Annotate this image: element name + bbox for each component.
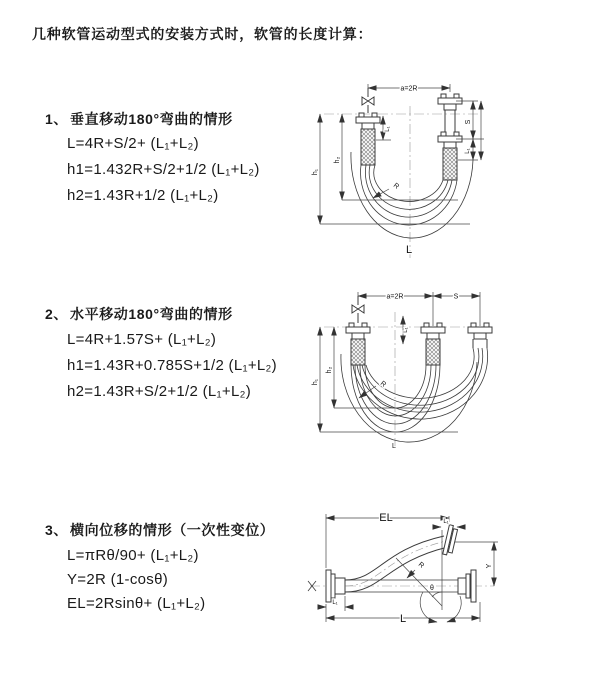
formula-3-3: EL=2Rsinθ+ (L₁+L₂) — [67, 595, 206, 612]
label-a2r: a=2R — [400, 85, 418, 93]
formula-1-2: h1=1.432R+S/2+1/2 (L₁+L₂) — [67, 161, 260, 178]
label-l: L — [405, 244, 413, 256]
label-h1: h₁ — [312, 168, 319, 176]
flange — [471, 570, 476, 602]
diagram-3-svg — [298, 500, 598, 660]
diagram-lateral-displacement — [298, 500, 598, 665]
braided-hose — [443, 148, 457, 180]
label-a2r: a=2R — [386, 293, 404, 301]
section-2-number: 2、 — [45, 306, 68, 322]
left-pipe-assembly — [346, 296, 370, 365]
dimensions — [320, 84, 484, 224]
flange — [326, 570, 331, 602]
label-l1: L₁ — [403, 327, 409, 333]
middle-pipe-assembly — [421, 323, 445, 365]
label-h2: h₂ — [334, 156, 341, 164]
label-r: R — [416, 561, 426, 570]
label-el: EL — [379, 512, 393, 524]
section-3-title: 横向位移的情形（一次性变位） — [70, 522, 275, 538]
braided-hose — [361, 129, 375, 165]
flange — [468, 327, 492, 333]
label-s: S — [453, 293, 459, 301]
formula-2-3: h2=1.43R+S/2+1/2 (L₁+L₂) — [67, 383, 252, 400]
curved-hose — [345, 536, 448, 592]
label-r: R — [391, 182, 401, 191]
label-l1-left: L₁ — [385, 126, 391, 132]
label-l1-top: L₁ — [443, 519, 449, 525]
label-r: R — [378, 380, 388, 389]
label-s: S — [465, 119, 472, 125]
page-title: 几种软管运动型式的安装方式时，软管的长度计算： — [32, 26, 373, 42]
dimensions — [318, 514, 498, 622]
section-1-title: 垂直移动180°弯曲的情形 — [70, 111, 233, 127]
section-3-heading — [45, 520, 276, 540]
section-2-title: 水平移动180°弯曲的情形 — [70, 306, 233, 322]
braided-hose — [351, 339, 365, 365]
label-theta: θ — [430, 585, 434, 592]
label-l: L — [392, 443, 396, 450]
flange — [356, 117, 380, 123]
left-flange-assembly — [326, 570, 345, 602]
valve-icon — [352, 305, 364, 313]
label-h1: h₁ — [312, 378, 319, 386]
label-l: L — [399, 613, 407, 625]
formula-1-3: h2=1.43R+1/2 (L₁+L₂) — [67, 187, 219, 204]
label-y: Y — [486, 563, 493, 569]
label-l1-right: L₁ — [465, 148, 471, 154]
moved-flange-assembly — [443, 525, 459, 556]
flange — [346, 327, 370, 333]
label-l1-bottom: L₁ — [332, 600, 338, 606]
section-1-number: 1、 — [45, 111, 68, 127]
section-2-heading — [45, 304, 235, 324]
left-pipe-assembly — [356, 88, 380, 165]
diagram-vertical-180 — [310, 72, 600, 267]
section-3-number: 3、 — [45, 522, 68, 538]
flange — [421, 327, 445, 333]
formula-1-1: L=4R+S/2+ (L₁+L₂) — [67, 135, 199, 152]
right-pipe-assembly-moved — [468, 323, 492, 348]
formula-3-2: Y=2R (1-cosθ) — [67, 571, 169, 588]
diagram-2-svg — [310, 282, 600, 472]
braided-hose — [426, 339, 440, 365]
diagram-horizontal-180 — [310, 282, 600, 477]
label-h2: h₂ — [326, 366, 333, 374]
dimensions — [320, 292, 480, 432]
valve-icon — [362, 97, 374, 105]
formula-3-1: L=πRθ/90+ (L₁+L₂) — [67, 547, 199, 564]
formula-2-2: h1=1.43R+0.785S+1/2 (L₁+L₂) — [67, 357, 277, 374]
formula-2-1: L=4R+1.57S+ (L₁+L₂) — [67, 331, 217, 348]
right-pipe-assembly — [438, 94, 462, 180]
diagram-1-svg — [310, 72, 600, 262]
dimension-labels — [332, 512, 493, 625]
section-1-heading — [45, 109, 235, 129]
